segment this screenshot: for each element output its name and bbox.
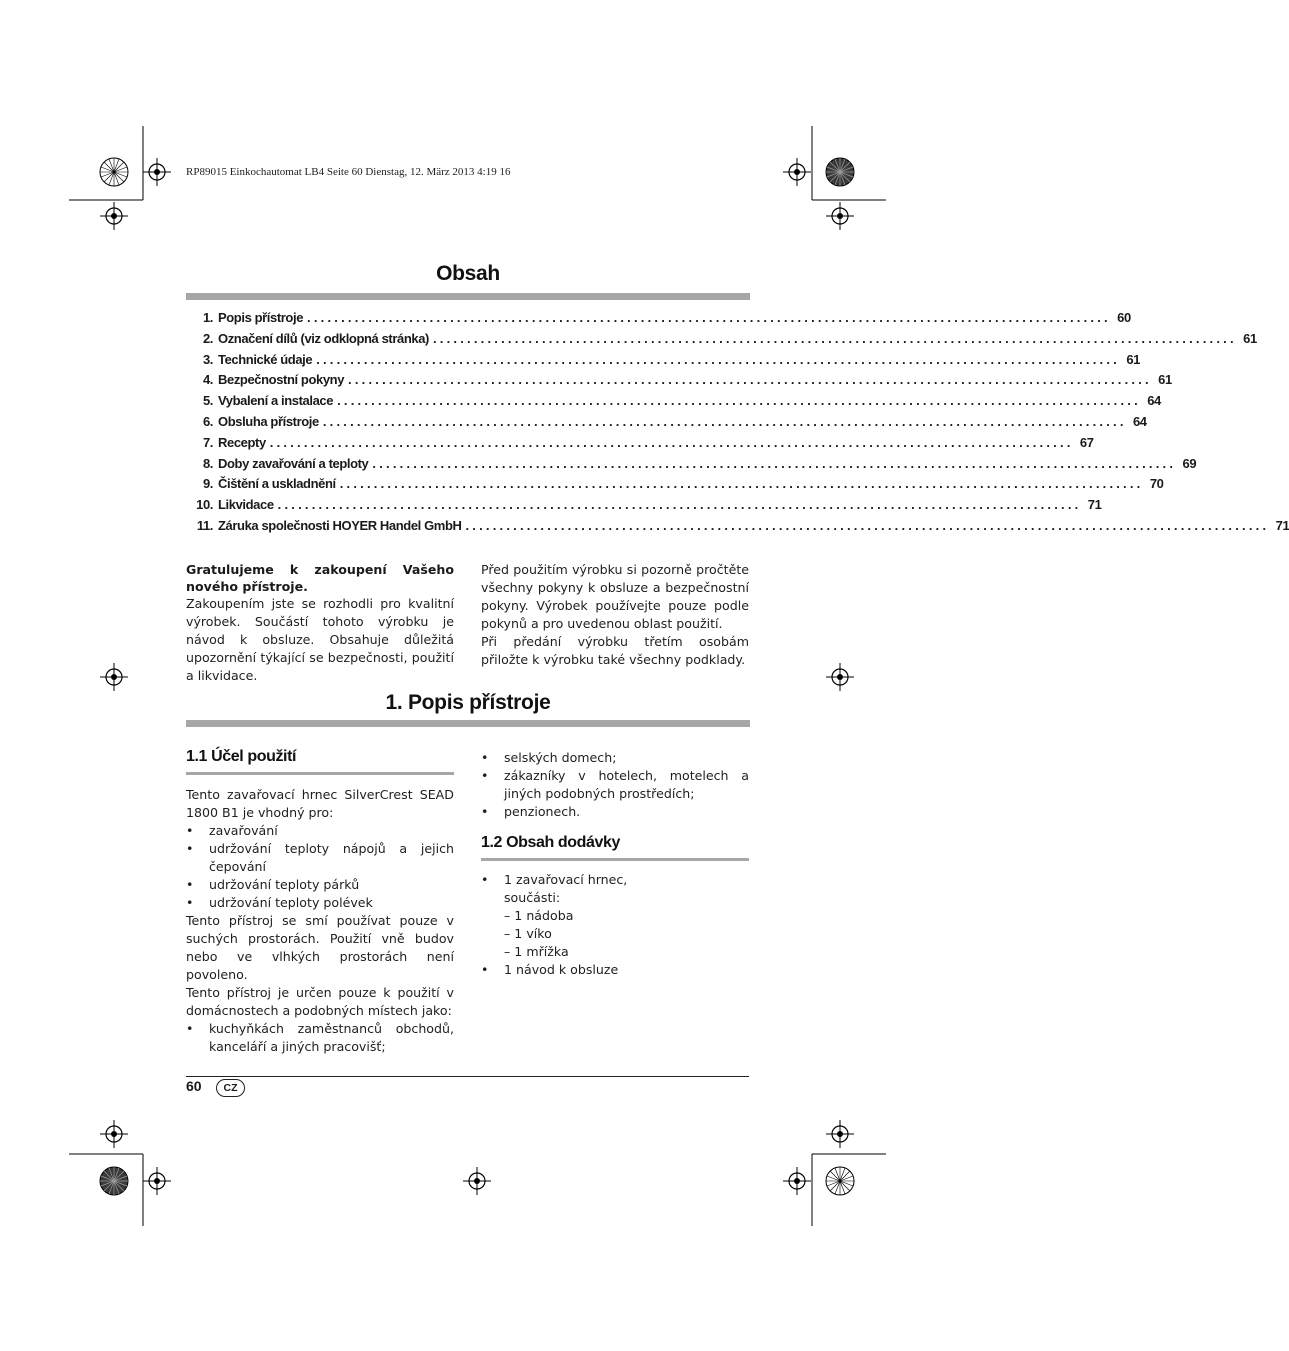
- list-item: • zavařování: [186, 822, 454, 840]
- subsection-rule: [481, 858, 749, 861]
- intro-right-column: [481, 561, 749, 669]
- toc-entry[interactable]: 2. Označení dílů (viz odklopná stránka) ...................................................................................................................... 61: [202, 330, 1257, 346]
- list-item: • penzionech.: [481, 803, 749, 821]
- usage-list: [186, 822, 454, 912]
- intro-heading: Gratulujeme k zakoupení Vašeho nového přístroje.: [186, 562, 454, 594]
- places-list: [481, 749, 749, 821]
- paragraph: Tento zavařovací hrnec SilverCrest SEAD 1800 B1 je vhodný pro:: [186, 787, 454, 820]
- list-item: • selských domech;: [481, 749, 749, 767]
- intro-left-column: [186, 561, 454, 685]
- subsection-rule: [186, 772, 454, 775]
- list-item: • udržování teploty párků: [186, 876, 454, 894]
- intro-paragraph: Při předání výrobku třetím osobám přiložte k výrobku také všechny podklady.: [481, 634, 749, 667]
- toc-entry[interactable]: 10. Likvidace ...................................................................................................................... 71: [196, 497, 1102, 513]
- list-item: • udržování teploty polévek: [186, 894, 454, 912]
- toc-entry[interactable]: 8. Doby zavařování a teploty ...................................................................................................................... 69: [202, 455, 1197, 471]
- toc-entry[interactable]: 7. Recepty ...................................................................................................................... 67: [202, 434, 1094, 450]
- toc-entry[interactable]: 5. Vybalení a instalace ...................................................................................................................... 64: [202, 393, 1161, 409]
- toc-entry[interactable]: 4. Bezpečnostní pokyny ...................................................................................................................... 61: [202, 372, 1172, 388]
- section-title-rule: [186, 720, 750, 727]
- toc-entry[interactable]: 1. Popis přístroje ...................................................................................................................... 60: [202, 310, 1131, 325]
- list-item: • 1 návod k obsluze: [481, 961, 749, 979]
- toc-entry[interactable]: 11. Záruka společnosti HOYER Handel GmbH ...................................................................................................................... 71: [196, 517, 1289, 533]
- subsection-1-1: [186, 748, 454, 1056]
- toc-entry[interactable]: 6. Obsluha přístroje ...................................................................................................................... 64: [202, 413, 1147, 429]
- subsection-1-2: [481, 834, 749, 979]
- contents-list: [481, 871, 749, 979]
- page-number: 60: [186, 1078, 202, 1094]
- list-item: • udržování teploty nápojů a jejich čepování: [186, 840, 454, 876]
- toc-entry[interactable]: 3. Technické údaje ...................................................................................................................... 61: [202, 351, 1140, 367]
- toc-title: Obsah: [436, 262, 500, 285]
- intro-paragraph: Před použitím výrobku si pozorně pročtěte všechny pokyny k obsluze a bezpečnostní pokyny. Výrobek používejte pouze podle pokynů a pro uvedenou oblast použití.: [481, 562, 749, 631]
- table-of-contents: [188, 310, 1289, 539]
- list-item: • 1 zavařovací hrnec, součásti: – 1 nádoba – 1 víko – 1 mřížka: [481, 871, 749, 961]
- paragraph: Tento přístroj je určen pouze k použití v domácnostech a podobných místech jako:: [186, 985, 454, 1018]
- section-title: 1. Popis přístroje: [385, 691, 551, 714]
- places-list: [186, 1020, 454, 1056]
- toc-title-rule: [186, 293, 750, 300]
- intro-paragraph: Zakoupením jste se rozhodli pro kvalitní výrobek. Součástí tohoto výrobku je návod k obsluze. Obsahuje důležitá upozornění týkající se bezpečnosti, použití a likvidace.: [186, 596, 454, 683]
- toc-entry[interactable]: 9. Čištění a uskladnění ...................................................................................................................... 70: [202, 476, 1164, 492]
- list-item: • kuchyňkách zaměstnanců obchodů, kanceláří a jiných pracovišť;: [186, 1020, 454, 1056]
- footer-rule: [186, 1076, 749, 1077]
- subsection-title: 1.1 Účel použití: [186, 748, 297, 765]
- print-header: RP89015 Einkochautomat LB4 Seite 60 Dienstag, 12. März 2013 4:19 16: [186, 166, 511, 178]
- country-badge: CZ: [216, 1079, 245, 1097]
- subsection-title: 1.2 Obsah dodávky: [481, 834, 621, 851]
- list-item: • zákazníky v hotelech, motelech a jiných podobných prostředích;: [481, 767, 749, 803]
- places-list-continued: [481, 749, 749, 821]
- paragraph: Tento přístroj se smí používat pouze v suchých prostorách. Použití vně budov nebo ve vlhkých prostorách není povoleno.: [186, 913, 454, 982]
